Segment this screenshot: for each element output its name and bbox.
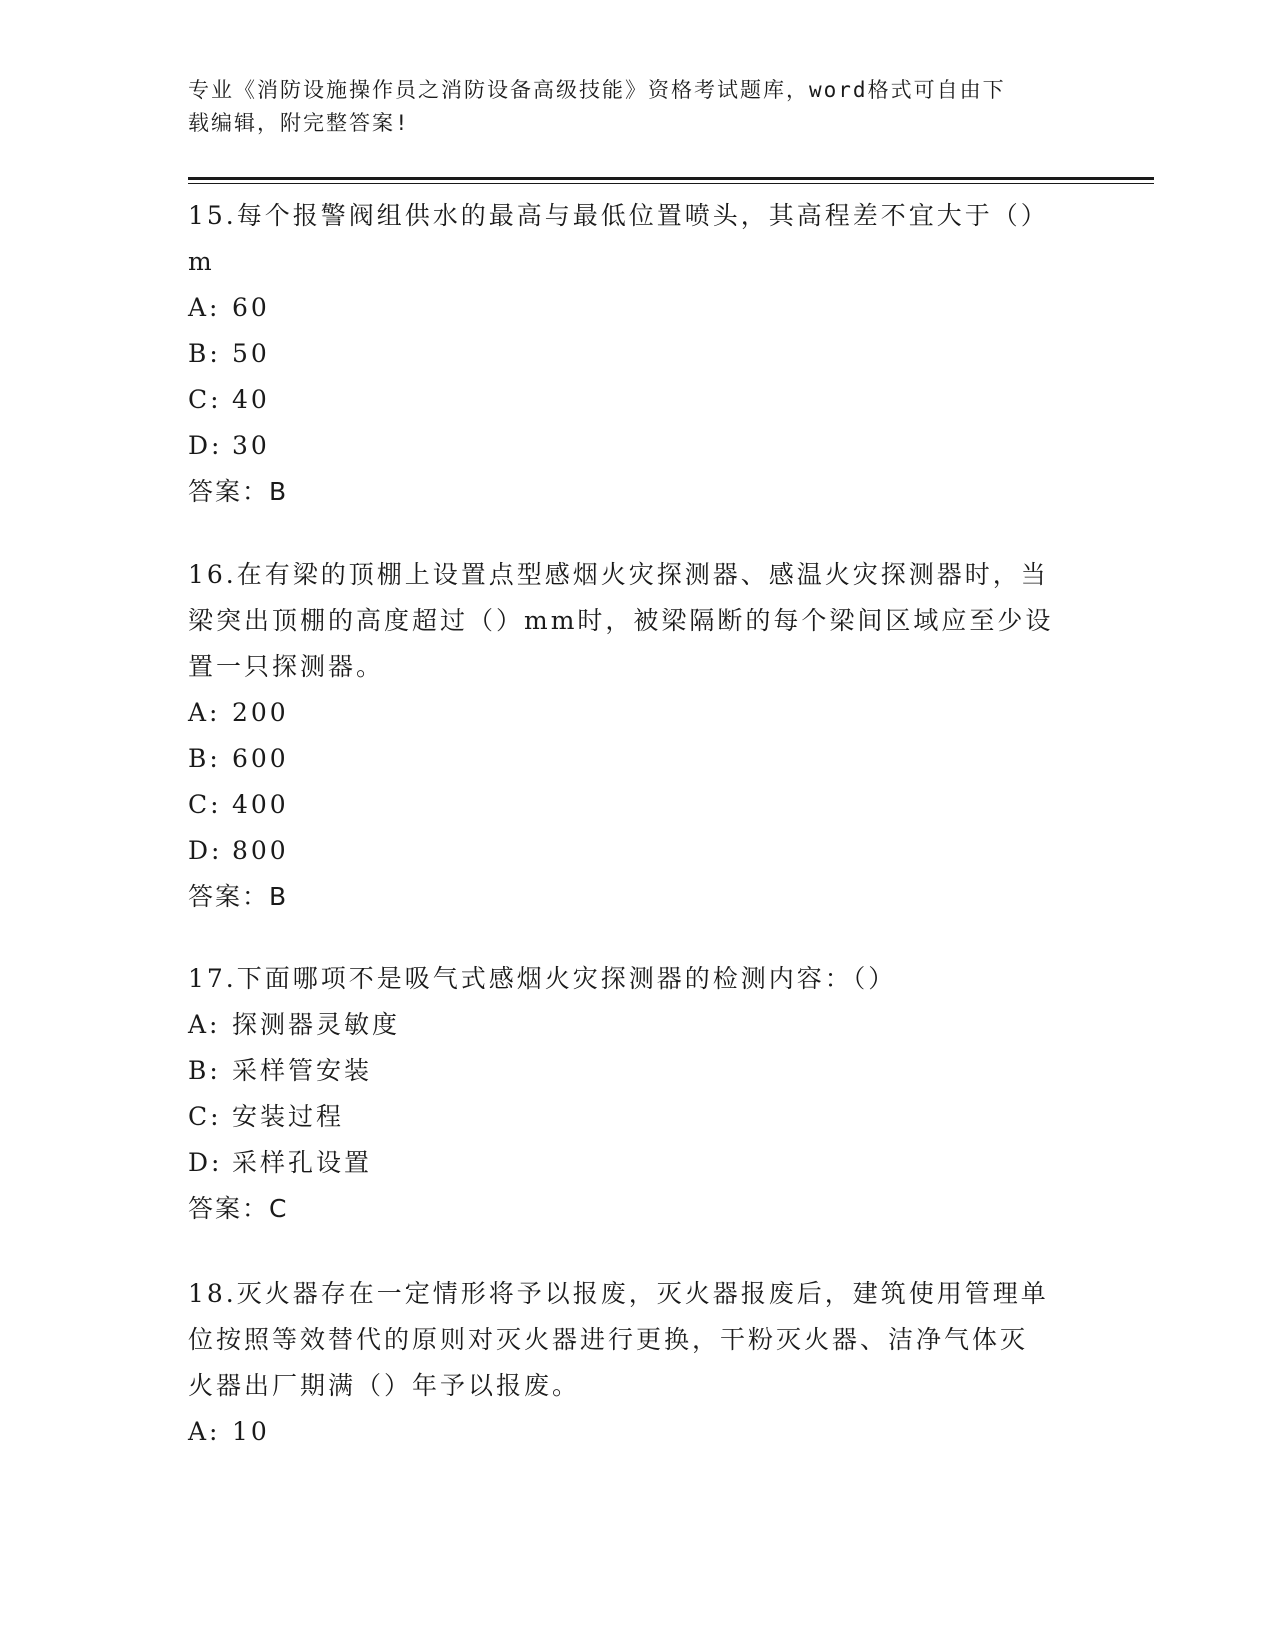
answer-line: 答案：B [188,477,289,506]
option-a [188,690,1088,736]
question-16 [188,552,1088,920]
option-text: 采样管安装 [232,1056,373,1085]
option-letter: A: [188,293,221,322]
answer-line: 答案：B [188,882,289,911]
option-text: 30 [232,431,270,460]
question-text-line: 18.灭火器存在一定情形将予以报废，灭火器报废后，建筑使用管理单 [188,1279,1049,1308]
option-text: 采样孔设置 [232,1148,373,1177]
option-letter: A: [188,1010,221,1039]
option-b [188,331,1088,377]
option-letter: D: [188,431,223,460]
option-letter: B: [188,1056,221,1085]
option-c [188,1094,1088,1140]
option-letter: A: [188,1417,221,1446]
option-letter: C: [188,790,222,819]
option-text: 600 [232,744,289,773]
answer-line: 答案：C [188,1194,289,1223]
option-text: 60 [232,293,270,322]
option-text: 200 [232,698,289,727]
header-divider-thin [188,183,1154,184]
question-text-line: 位按照等效替代的原则对灭火器进行更换，干粉灭火器、洁净气体灭 [188,1325,1029,1354]
option-text: 400 [232,790,289,819]
option-a [188,1002,1088,1048]
question-text-line: 梁突出顶棚的高度超过（）mm时，被梁隔断的每个梁间区域应至少设 [188,606,1054,635]
option-text: 50 [232,339,270,368]
question-text-line: 置一只探测器。 [188,652,385,681]
document-header [188,74,1068,140]
option-text: 10 [232,1417,270,1446]
option-text: 探测器灵敏度 [232,1010,401,1039]
header-divider [188,177,1154,180]
option-a [188,1409,1088,1455]
option-letter: C: [188,385,222,414]
option-c [188,782,1088,828]
question-text-line: 16.在有梁的顶棚上设置点型感烟火灾探测器、感温火灾探测器时，当 [188,560,1049,589]
header-line-1: 专业《消防设施操作员之消防设备高级技能》资格考试题库，word格式可自由下 [188,78,1006,102]
question-text-line: 火器出厂期满（）年予以报废。 [188,1371,581,1400]
question-text-line: m [188,247,215,276]
question-17 [188,956,1088,1232]
option-letter: B: [188,339,221,368]
question-text-line: 17.下面哪项不是吸气式感烟火灾探测器的检测内容：（） [188,964,897,993]
option-letter: D: [188,836,223,865]
option-b [188,1048,1088,1094]
option-letter: C: [188,1102,222,1131]
option-text: 安装过程 [232,1102,345,1131]
option-text: 800 [232,836,289,865]
option-text: 40 [232,385,270,414]
header-line-2: 载编辑，附完整答案! [188,111,410,135]
option-letter: B: [188,744,221,773]
option-a [188,285,1088,331]
option-d [188,1140,1088,1186]
option-d [188,423,1088,469]
question-text-line: 15.每个报警阀组供水的最高与最低位置喷头，其高程差不宜大于（） [188,201,1049,230]
option-b [188,736,1088,782]
option-c [188,377,1088,423]
option-d [188,828,1088,874]
option-letter: D: [188,1148,223,1177]
question-15 [188,193,1088,515]
question-18 [188,1271,1088,1455]
option-letter: A: [188,698,221,727]
